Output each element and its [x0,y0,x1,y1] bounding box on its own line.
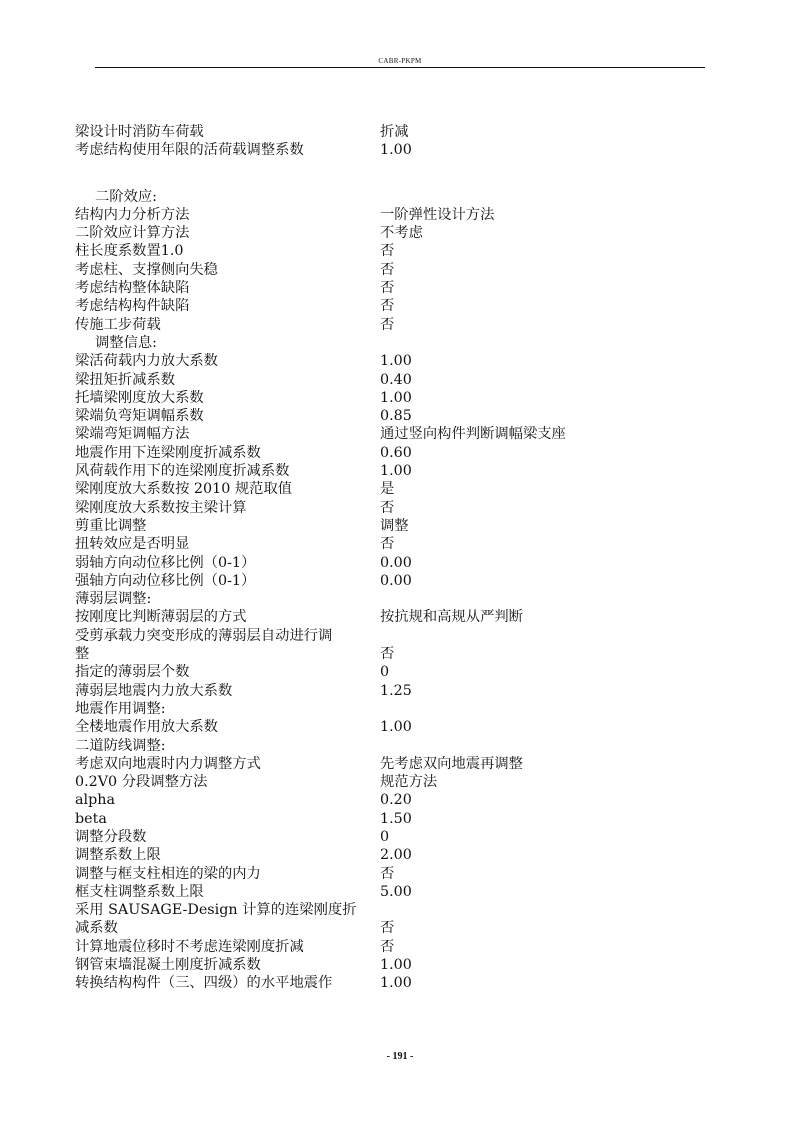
parameter-label: 地震作用下连梁刚度折减系数 [75,444,261,461]
parameter-row [75,791,715,809]
parameter-row [75,956,715,974]
parameter-label: 钢管束墙混凝土刚度折减系数 [75,957,261,974]
parameter-value: 0 [380,664,390,681]
parameter-value: 否 [380,316,395,333]
spacer [75,160,715,188]
second-order-block [75,206,715,334]
parameter-label: 考虑结构使用年限的活荷载调整系数 [75,142,304,159]
running-header: CABR-PKPM [378,57,422,65]
parameter-row [75,919,715,937]
parameter-label: 调整与框支柱相连的梁的内力 [75,865,261,882]
parameter-value: 否 [380,280,395,297]
parameter-label: 梁刚度放大系数按 2010 规范取值 [75,481,293,498]
parameter-label: 受剪承载力突变形成的薄弱层自动进行调 [75,627,333,644]
parameter-value: 否 [380,865,395,882]
parameter-value: 2.00 [380,847,412,864]
parameter-label: 结构内力分析方法 [75,206,190,223]
section-heading-text: 二阶效应: [95,188,158,205]
parameter-value: 否 [380,920,395,937]
parameter-row [75,572,715,590]
parameter-row [75,462,715,480]
parameter-label: 计算地震位移时不考虑连梁刚度折减 [75,938,304,955]
parameter-row [75,499,715,517]
parameter-label: 强轴方向动位移比例（0-1） [75,572,256,589]
parameter-row [75,371,715,389]
parameter-value: 否 [380,938,395,955]
parameter-label: 剪重比调整 [75,517,147,534]
parameter-row [75,141,715,159]
page-number: - 191 - [386,1051,414,1062]
adjust-block [75,352,715,992]
parameter-label: 二道防线调整: [75,737,166,754]
parameter-value: 按抗规和高规从严判断 [380,609,523,626]
parameter-row [75,590,715,608]
parameter-row [75,846,715,864]
parameter-label: 考虑双向地震时内力调整方式 [75,755,261,772]
parameter-label: 调整分段数 [75,828,147,845]
parameter-value: 0.40 [380,371,412,388]
parameter-row [75,883,715,901]
parameter-value: 0.85 [380,408,412,425]
parameter-label: 薄弱层调整: [75,591,152,608]
parameter-label: 按刚度比判断薄弱层的方式 [75,609,247,626]
parameter-row [75,865,715,883]
section-heading-adjust [75,334,715,352]
parameter-value: 否 [380,536,395,553]
parameter-label: 全楼地震作用放大系数 [75,719,218,736]
parameter-label: 梁端弯矩调幅方法 [75,426,190,443]
parameter-row [75,737,715,755]
parameter-value: 否 [380,298,395,315]
parameter-label: 二阶效应计算方法 [75,225,190,242]
parameter-value: 是 [380,481,395,498]
parameter-value: 1.00 [380,463,412,480]
parameter-label: 风荷载作用下的连梁刚度折减系数 [75,463,290,480]
parameter-value: 1.25 [380,682,412,699]
parameter-value: 0.00 [380,554,412,571]
parameter-value: 否 [380,261,395,278]
parameter-label: 考虑结构整体缺陷 [75,280,190,297]
parameter-value: 1.50 [380,810,412,827]
parameter-label: 梁设计时消防车荷载 [75,124,204,140]
parameter-row [75,242,715,260]
parameter-label: alpha [75,792,115,809]
parameter-row [75,645,715,663]
parameter-value: 5.00 [380,883,412,900]
parameter-value: 不考虑 [380,225,423,242]
parameter-row [75,682,715,700]
header-rule [95,67,705,68]
parameter-value: 0.00 [380,572,412,589]
section-heading-second-order [75,188,715,206]
parameter-row [75,554,715,572]
parameter-value: 一阶弹性设计方法 [380,206,495,223]
section-heading-text: 调整信息: [95,334,158,351]
parameter-label: 弱轴方向动位移比例（0-1） [75,554,256,571]
parameter-label: 整 [75,646,90,663]
parameter-label: 梁刚度放大系数按主梁计算 [75,499,247,516]
parameter-value: 1.00 [380,353,412,370]
parameter-label: 柱长度系数置1.0 [75,243,184,260]
parameter-list [75,123,715,993]
parameter-value: 调整 [380,517,409,534]
parameter-label: 指定的薄弱层个数 [75,664,190,681]
parameter-row [75,206,715,224]
parameter-value: 否 [380,499,395,516]
parameter-label: 地震作用调整: [75,700,166,717]
parameter-label: 考虑结构构件缺陷 [75,298,190,315]
parameter-row [75,224,715,242]
parameter-row [75,425,715,443]
parameter-row [75,535,715,553]
parameter-value: 1.00 [380,975,412,992]
parameter-value: 规范方法 [380,774,438,791]
parameter-label: 梁活荷载内力放大系数 [75,353,218,370]
parameter-label: 梁扭矩折减系数 [75,371,176,388]
parameter-value: 1.00 [380,957,412,974]
parameter-label: 考虑柱、支撑侧向失稳 [75,261,218,278]
parameter-row [75,773,715,791]
parameter-row [75,700,715,718]
parameter-value: 0 [380,828,390,845]
parameter-label: 梁端负弯矩调幅系数 [75,408,204,425]
parameter-row [75,444,715,462]
parameter-row [75,627,715,645]
parameter-row [75,608,715,626]
fire-load-block [75,123,715,160]
parameter-label: 扭转效应是否明显 [75,536,190,553]
parameter-row [75,279,715,297]
parameter-value: 1.00 [380,719,412,736]
parameter-label: 减系数 [75,920,118,937]
parameter-row [75,517,715,535]
parameter-row [75,480,715,498]
parameter-label: 0.2V0 分段调整方法 [75,774,208,791]
parameter-row [75,718,715,736]
parameter-value: 1.00 [380,389,412,406]
parameter-value: 通过竖向构件判断调幅梁支座 [380,426,566,443]
parameter-value: 否 [380,646,395,663]
parameter-label: 框支柱调整系数上限 [75,883,204,900]
parameter-label: 调整系数上限 [75,847,161,864]
parameter-label: 转换结构构件（三、四级）的水平地震作 [75,975,333,992]
parameter-label: 传施工步荷载 [75,316,161,333]
parameter-row [75,828,715,846]
parameter-value: 0.20 [380,792,412,809]
parameter-row [75,352,715,370]
parameter-row [75,663,715,681]
parameter-row [75,974,715,992]
parameter-value: 1.00 [380,142,412,159]
parameter-label: beta [75,810,107,827]
parameter-row [75,755,715,773]
parameter-row [75,297,715,315]
parameter-row [75,389,715,407]
parameter-row [75,123,715,141]
parameter-value: 0.60 [380,444,412,461]
parameter-row [75,407,715,425]
parameter-label: 采用 SAUSAGE-Design 计算的连梁刚度折 [75,902,357,919]
parameter-row [75,261,715,279]
parameter-row [75,938,715,956]
parameter-value: 折减 [380,124,409,140]
parameter-value: 否 [380,243,395,260]
parameter-row [75,316,715,334]
parameter-row [75,810,715,828]
parameter-label: 薄弱层地震内力放大系数 [75,682,233,699]
parameter-row [75,901,715,919]
parameter-value: 先考虑双向地震再调整 [380,755,523,772]
parameter-label: 托墙梁刚度放大系数 [75,389,204,406]
